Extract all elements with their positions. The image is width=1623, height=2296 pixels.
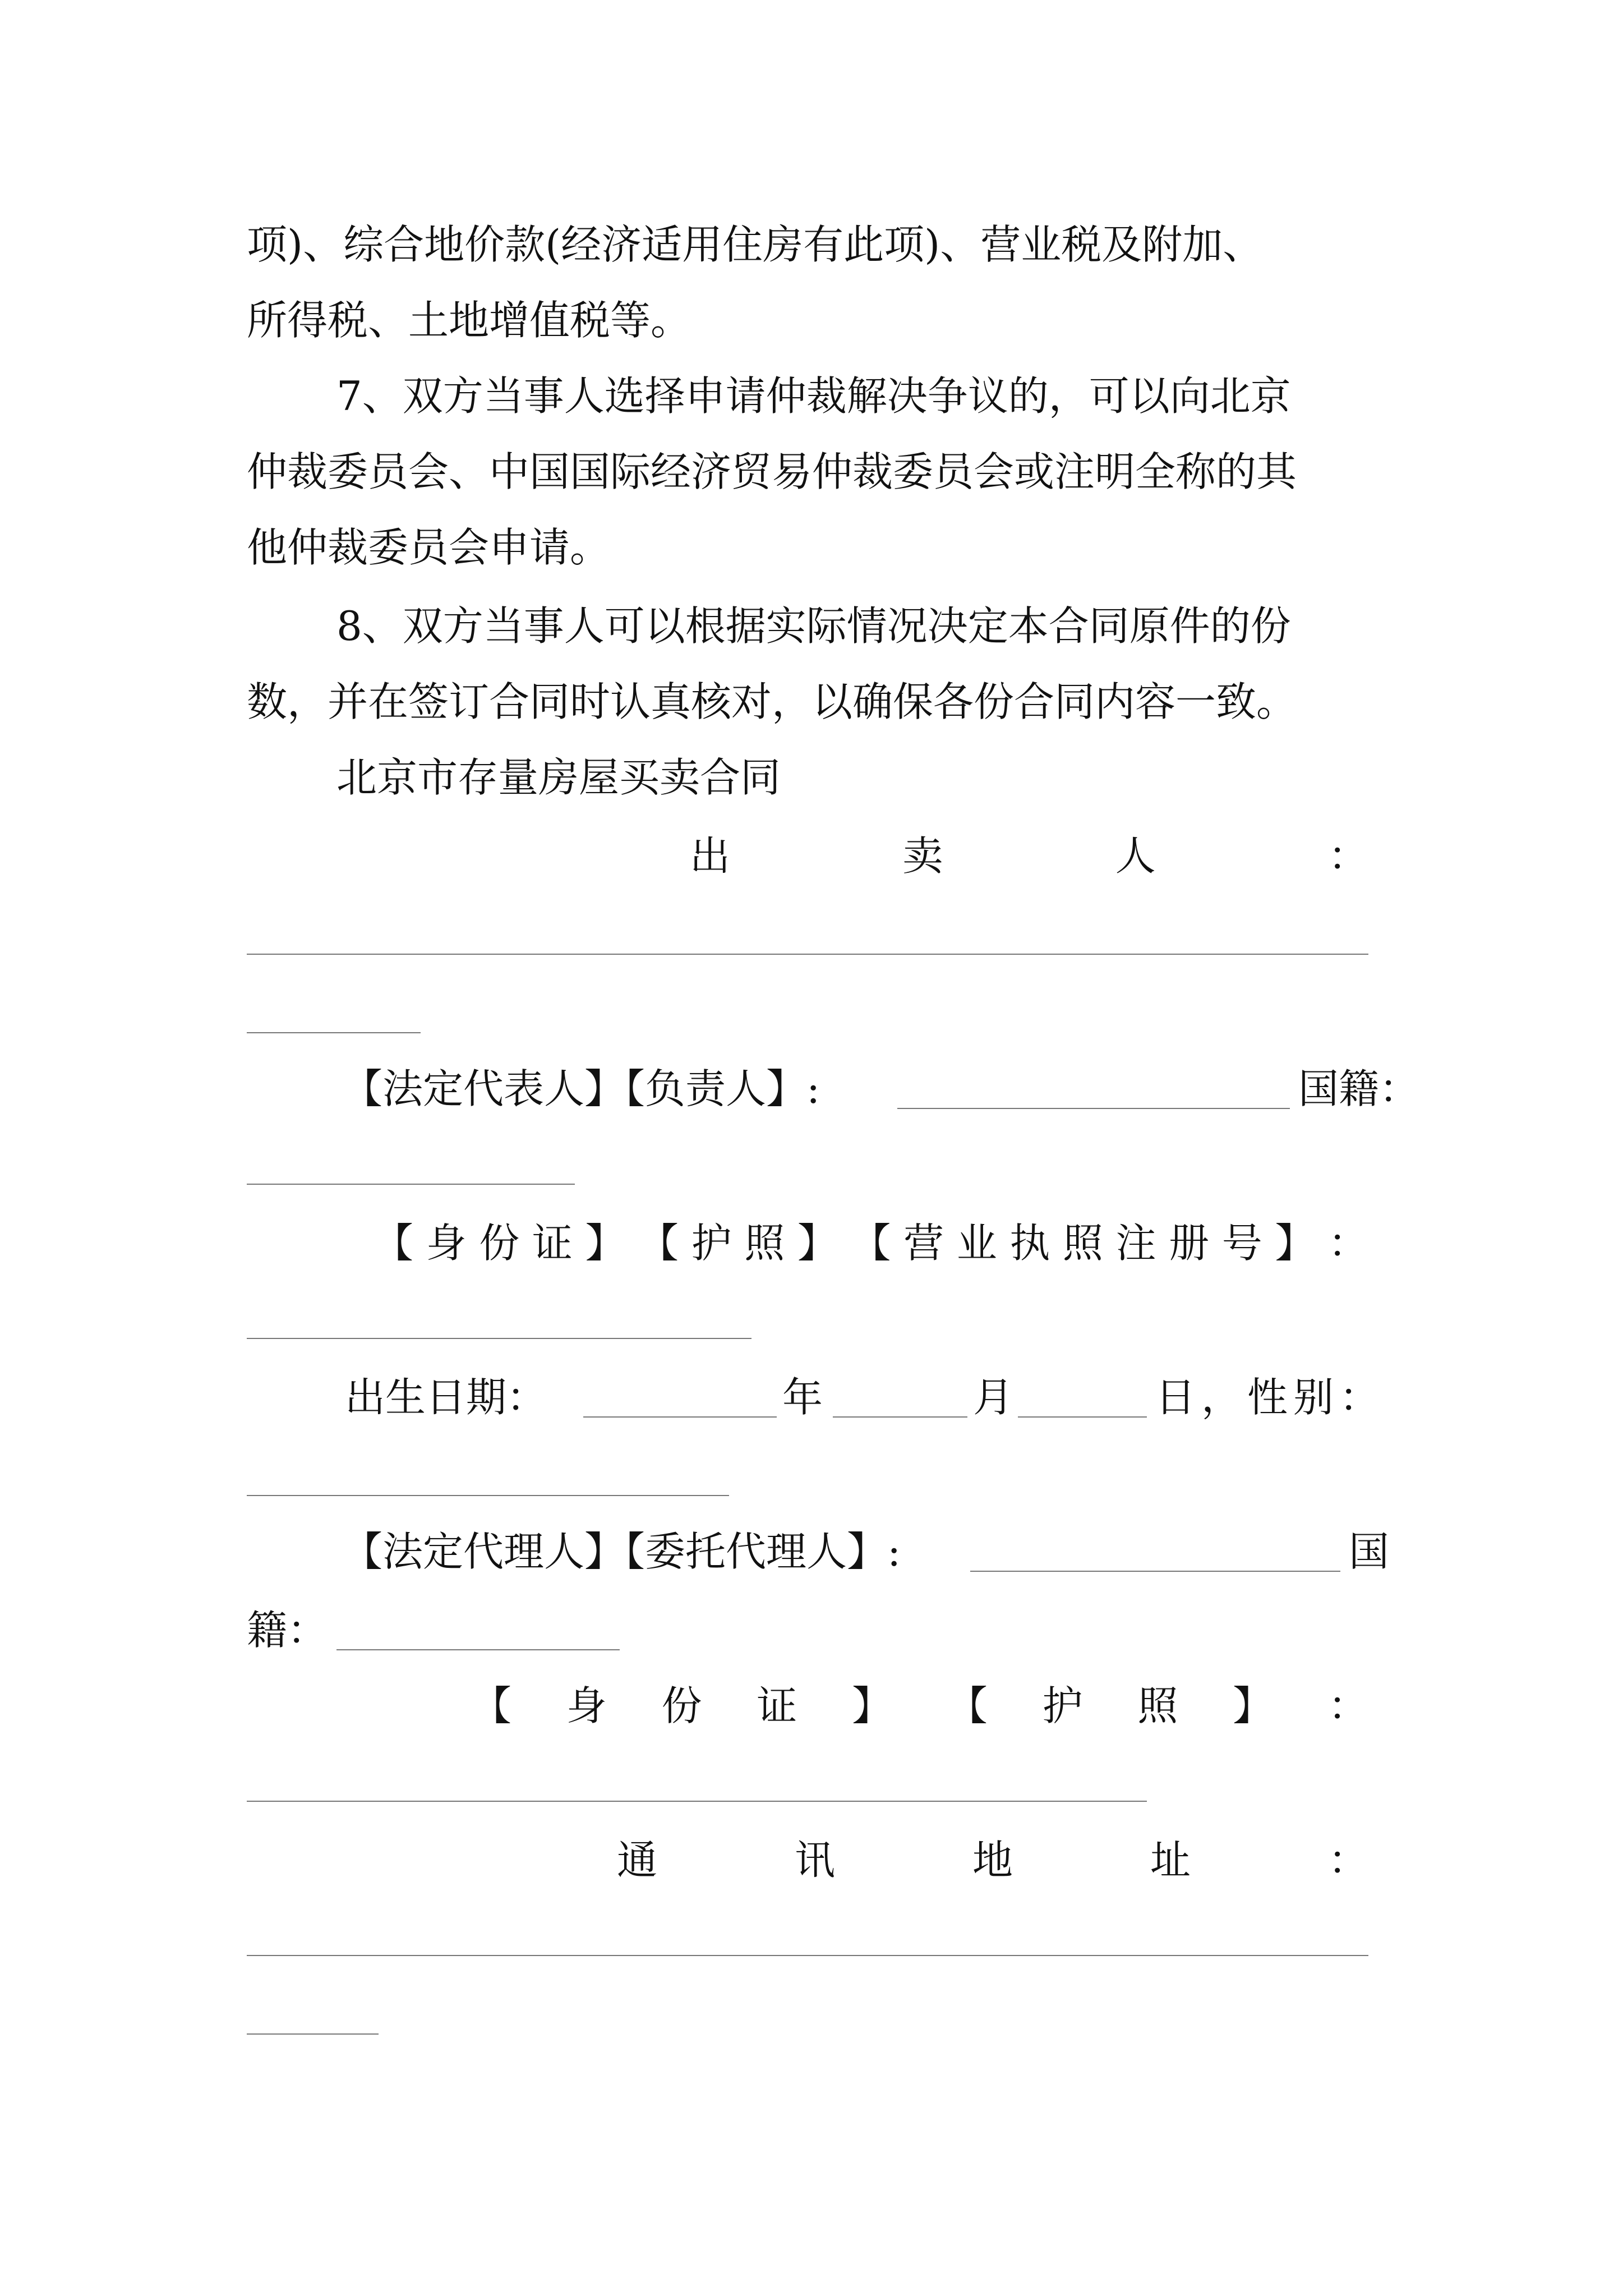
id-label-char: 业 xyxy=(956,1220,997,1267)
agent-id-char: 护 xyxy=(1042,1682,1083,1729)
agent-id-label xyxy=(471,1682,1368,1729)
clause-8-line-1: 8、双方当事人可以根据实际情况决定本合同原件的份 xyxy=(336,602,1291,650)
birth-month-blank[interactable] xyxy=(833,1416,967,1418)
address-char: 址 xyxy=(1150,1837,1191,1884)
agent-id-char: 身 xyxy=(566,1682,607,1729)
seller-name-blank-1[interactable] xyxy=(247,954,1368,955)
agent-id-char: ： xyxy=(1327,1682,1368,1729)
contract-title: 北京市存量房屋买卖合同 xyxy=(336,754,781,801)
year-label: 年 xyxy=(782,1374,823,1421)
agent-label: 【法定代理人】【委托代理人】: xyxy=(342,1528,901,1575)
agent-nationality-label-b: 籍： xyxy=(247,1607,328,1654)
id-label-char: 护 xyxy=(691,1220,732,1267)
legal-rep-blank[interactable] xyxy=(897,1108,1290,1109)
agent-id-char: 【 xyxy=(947,1682,988,1729)
nationality-label: 国籍： xyxy=(1298,1065,1420,1112)
legal-rep-label: 【法定代表人】【负责人】: xyxy=(342,1065,820,1112)
agent-nationality-blank[interactable] xyxy=(336,1649,620,1650)
clause-7-line-1: 7、双方当事人选择申请仲裁解决争议的，可以向北京 xyxy=(336,372,1291,420)
id-label-char: 身 xyxy=(426,1220,467,1267)
address-char: 讯 xyxy=(794,1837,835,1884)
clause-8-line-2: 数，并在签订合同时认真核对，以确保各份合同内容一致。 xyxy=(247,678,1297,725)
clause-6-line-1: 项)、综合地价款(经济适用住房有此项)、营业税及附加、 xyxy=(247,221,1264,268)
agent-id-char: 【 xyxy=(471,1682,512,1729)
seller-id-blank[interactable] xyxy=(247,1338,751,1339)
address-label xyxy=(617,1837,1368,1884)
seller-label-char: 人 xyxy=(1115,832,1156,880)
address-char: ： xyxy=(1327,1837,1368,1884)
agent-id-char: 】 xyxy=(852,1682,893,1729)
id-label-char: 】 xyxy=(797,1220,838,1267)
address-blank-1[interactable] xyxy=(247,1955,1368,1956)
birth-day-blank[interactable] xyxy=(1018,1416,1147,1418)
agent-id-char: 】 xyxy=(1233,1682,1274,1729)
id-label-char: 【 xyxy=(638,1220,679,1267)
agent-nationality-label-a: 国 xyxy=(1349,1528,1390,1575)
address-char: 地 xyxy=(972,1837,1013,1884)
id-label-char: 【 xyxy=(373,1220,414,1267)
id-label-char: 注 xyxy=(1115,1220,1156,1267)
clause-7-line-2: 仲裁委员会、中国国际经济贸易仲裁委员会或注明全称的其 xyxy=(247,448,1297,495)
seller-label-char: 出 xyxy=(690,832,731,880)
gender-blank[interactable] xyxy=(247,1495,729,1496)
agent-id-char: 证 xyxy=(757,1682,797,1729)
agent-id-char: 照 xyxy=(1137,1682,1178,1729)
seller-label-char: 卖 xyxy=(902,832,943,880)
seller-name-blank-2[interactable] xyxy=(247,1032,421,1033)
id-label-char: 照 xyxy=(744,1220,785,1267)
agent-blank[interactable] xyxy=(970,1571,1340,1572)
seller-id-label xyxy=(373,1220,1368,1267)
clause-7-line-3: 他仲裁委员会申请。 xyxy=(247,524,611,571)
id-label-char: 号 xyxy=(1221,1220,1262,1267)
month-label: 月 xyxy=(973,1374,1014,1421)
id-label-char: ： xyxy=(1327,1220,1368,1267)
id-label-char: 册 xyxy=(1169,1220,1210,1267)
clause-6-line-2: 所得税、土地增值税等。 xyxy=(247,297,691,344)
id-label-char: 【 xyxy=(850,1220,891,1267)
id-label-char: 营 xyxy=(903,1220,944,1267)
id-label-char: 证 xyxy=(532,1220,573,1267)
seller-label xyxy=(690,832,1368,880)
seller-label-char: ： xyxy=(1327,832,1368,880)
day-gender-label: 日，性别： xyxy=(1155,1374,1386,1421)
agent-id-blank[interactable] xyxy=(247,1801,1147,1802)
agent-id-char: 份 xyxy=(661,1682,702,1729)
address-blank-2[interactable] xyxy=(247,2033,379,2035)
address-char: 通 xyxy=(617,1837,658,1884)
birth-date-label: 出生日期： xyxy=(345,1374,547,1421)
id-label-char: 执 xyxy=(1009,1220,1050,1267)
id-label-char: 】 xyxy=(585,1220,626,1267)
id-label-char: 照 xyxy=(1062,1220,1103,1267)
birth-year-blank[interactable] xyxy=(583,1416,777,1418)
id-label-char: 份 xyxy=(479,1220,520,1267)
id-label-char: 】 xyxy=(1275,1220,1316,1267)
nationality-blank[interactable] xyxy=(247,1184,575,1185)
